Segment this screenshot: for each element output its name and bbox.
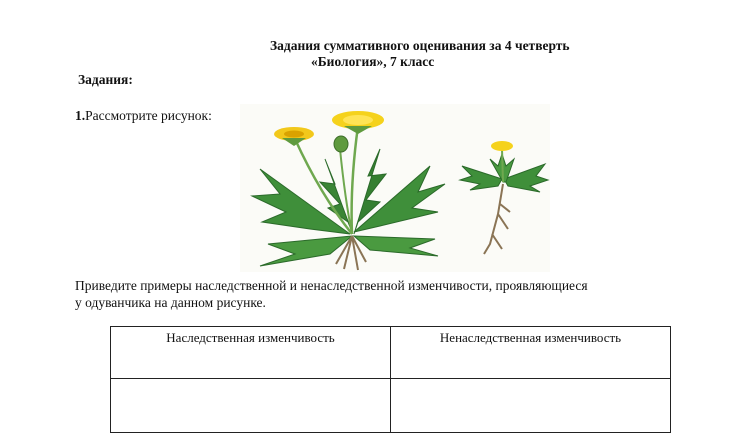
instruction-text: [75, 277, 588, 311]
answer-table: [110, 326, 671, 433]
question-text: Рассмотрите рисунок:: [85, 108, 212, 123]
table-header-row: [111, 327, 671, 379]
header-hereditary: Наследственная изменчивость: [111, 327, 391, 379]
answer-cell-non-hereditary[interactable]: [391, 379, 671, 433]
question-number: 1.: [75, 108, 86, 123]
table-row: [111, 379, 671, 433]
answer-cell-hereditary[interactable]: [111, 379, 391, 433]
tasks-heading: Задания:: [78, 72, 133, 87]
doc-title-line1: Задания суммативного оценивания за 4 четверть: [270, 38, 570, 53]
dandelion-figure: [240, 104, 550, 272]
instruction-line-1: Приведите примеры наследственной и ненаследственной изменчивости, проявляющиеся: [75, 278, 588, 293]
doc-title-line2: «Биология», 7 класс: [311, 54, 435, 69]
header-non-hereditary: Ненаследственная изменчивость: [391, 327, 671, 379]
question-1: [75, 108, 212, 124]
instruction-line-2: у одуванчика на данном рисунке.: [75, 295, 266, 310]
